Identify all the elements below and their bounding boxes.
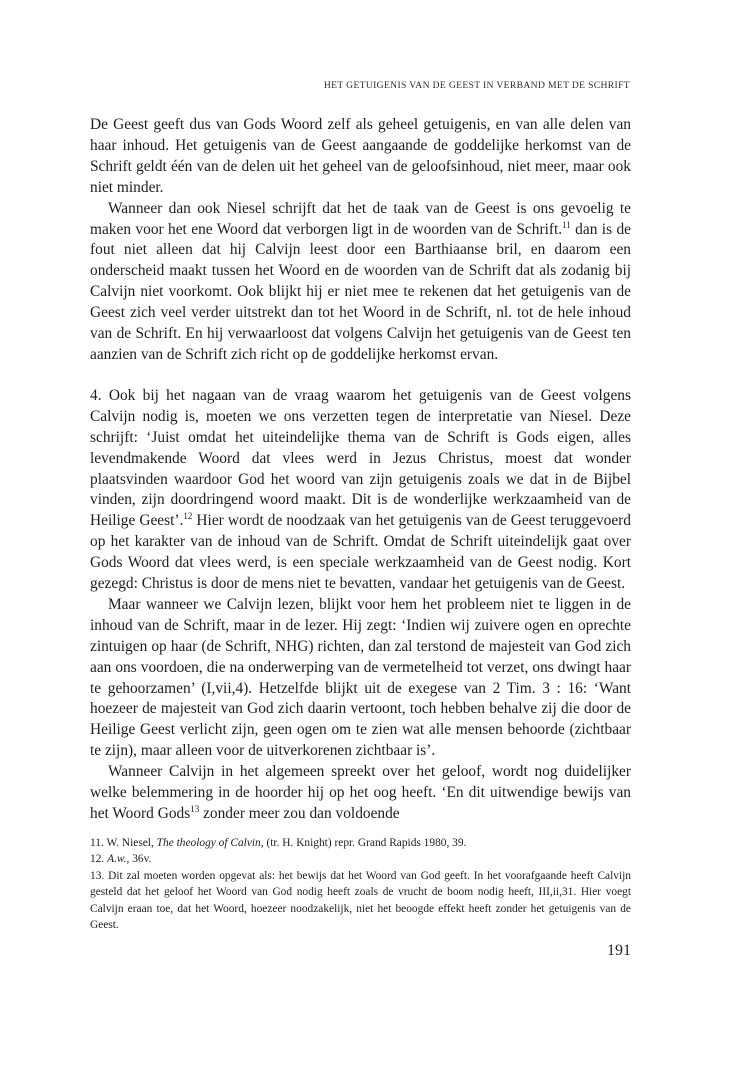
paragraph-5	[90, 762, 631, 825]
footnote-11	[90, 835, 631, 851]
paragraph-5-text-b: zonder meer zou dan voldoende	[199, 805, 400, 822]
paragraph-2-text-a: Wanneer dan ook Niesel schrijft dat het de taak van de Geest is ons gevoelig te maken voor het ene Woord dat verborgen ligt in de woorden van de Schrift.	[90, 199, 631, 238]
footnote-11-rest: (tr. H. Knight) repr. Grand Rapids 1980, 39.	[263, 837, 467, 849]
footnote-ref-12: 12	[183, 511, 193, 522]
footnote-11-number: 11.	[90, 837, 104, 849]
footnote-11-author: W. Niesel,	[103, 837, 157, 849]
running-head: HET GETUIGENIS VAN DE GEEST IN VERBAND MET DE SCHRIFT	[323, 80, 630, 91]
footnotes	[90, 835, 631, 933]
paragraph-1: De Geest geeft dus van Gods Woord zelf als geheel getuigenis, en van alle delen van haar inhoud. Het getuigenis van de Geest aangaande de goddelijke herkomst van de Schrift geldt één van de delen uit het geheel van de geloofsinhoud, niet meer, maar ook niet minder.	[90, 116, 631, 196]
paragraph-2-text-b: dan is de fout niet alleen dat hij Calvijn leest door een Barthiaanse bril, en daarom een onderscheid maakt tussen het Woord en de woorden van de Schrift dat als zodanig bij Calvijn niet voorkomt. Ook blijkt hij er niet mee te rekenen dat het getuigenis van de Geest zich veel verder uitstrekt dan tot het Woord in de Schrift, nl. tot de hele inhoud van de Schrift. En hij verwaarloost dat volgens Calvijn het getuigenis van de Geest ten aanzien van de Schrift zich richt op de goddelijke herkomst ervan.	[90, 220, 631, 363]
body-text	[90, 115, 631, 825]
footnote-12-number: 12.	[90, 853, 105, 866]
paragraph-4: Maar wanneer we Calvijn lezen, blijkt voor hem het probleem niet te liggen in de inhoud van de Schrift, maar in de lezer. Hij zegt: ‘Indien wij zuivere ogen en oprechte zintuigen op haar (de Schrift, NHG) richten, dan zal terstond de majesteit van God zich aan ons voordoen, die na onderwerping van de vermetelheid tot verzet, ons dwingt haar te gehoorzamen’ (I,vii,4). Hetzelfde blijkt uit de exegese van 2 Tim. 3 : 16: ‘Want hoezeer de majesteit van God zich daarin vertoont, toch hebben behalve zij die door de Heilige Geest verlicht zijn, geen ogen om te zien wat alle mensen behoorde (zichtbaar te zijn), maar alleen voor de uitverkorenen zichtbaar is’.	[90, 595, 631, 760]
page-number: 191	[607, 942, 631, 959]
footnote-11-title: The theology of Calvin,	[156, 837, 264, 849]
footnote-13-number: 13.	[90, 869, 105, 882]
footnote-12-rest: , 36v.	[126, 853, 152, 866]
footnote-ref-11: 11	[562, 219, 571, 230]
footnote-12-abbr: A.w.	[107, 853, 127, 866]
paragraph-5-text-a: Wanneer Calvijn in het algemeen spreekt over het geloof, wordt nog duidelijker welke belemmering in de hoorder hij op het oog heeft. ‘En dit uitwendige bewijs van het Woord Gods	[90, 763, 631, 822]
paragraph-3-text-b: Hier wordt de noodzaak van het getuigenis van de Geest teruggevoerd op het karakter van de inhoud van de Schrift. Omdat de Schrift uiteindelijk gaat over Gods Woord dat vlees werd, is een speciale werkzaamheid van de Geest nodig. Kort gezegd: Christus is door de mens niet te bevatten, vandaar het getuigenis van de Geest.	[90, 512, 631, 593]
footnote-ref-13: 13	[190, 803, 200, 814]
footnote-13	[90, 868, 631, 934]
footnote-12	[90, 851, 631, 867]
paragraph-3-text-a: 4. Ook bij het nagaan van de vraag waarom het getuigenis van de Geest volgens Calvijn nodig is, moeten we ons verzetten tegen de interpretatie van Niesel. Deze schrijft: ‘Juist omdat het uiteindelijke thema van de Schrift is Gods eigen, alles levendmakende Woord dat vlees werd in Jezus Christus, moest dat wonder plaatsvinden waardoor God het woord van zijn getuigenis zoals we dat in de Bijbel vinden, zijn doordringend woord maakt. Dit is de wonderlijke werkzaamheid van de Heilige Geest’.	[90, 386, 631, 530]
paragraph-2	[90, 199, 631, 366]
footnote-13-text: Dit zal moeten worden opgevat als: het bewijs dat het Woord van God geeft. In het voorafgaande heeft Calvijn gesteld dat het geloof het Woord van God nodig heeft zoals de vrucht de boom nodig heeft, III,ii,31. Hier voegt Calvijn eraan toe, dat het Woord, hoezeer noodzakelijk, niet het beoogde effekt heeft zonder het getuigenis van de Geest.	[90, 869, 631, 932]
paragraph-3	[90, 386, 631, 595]
